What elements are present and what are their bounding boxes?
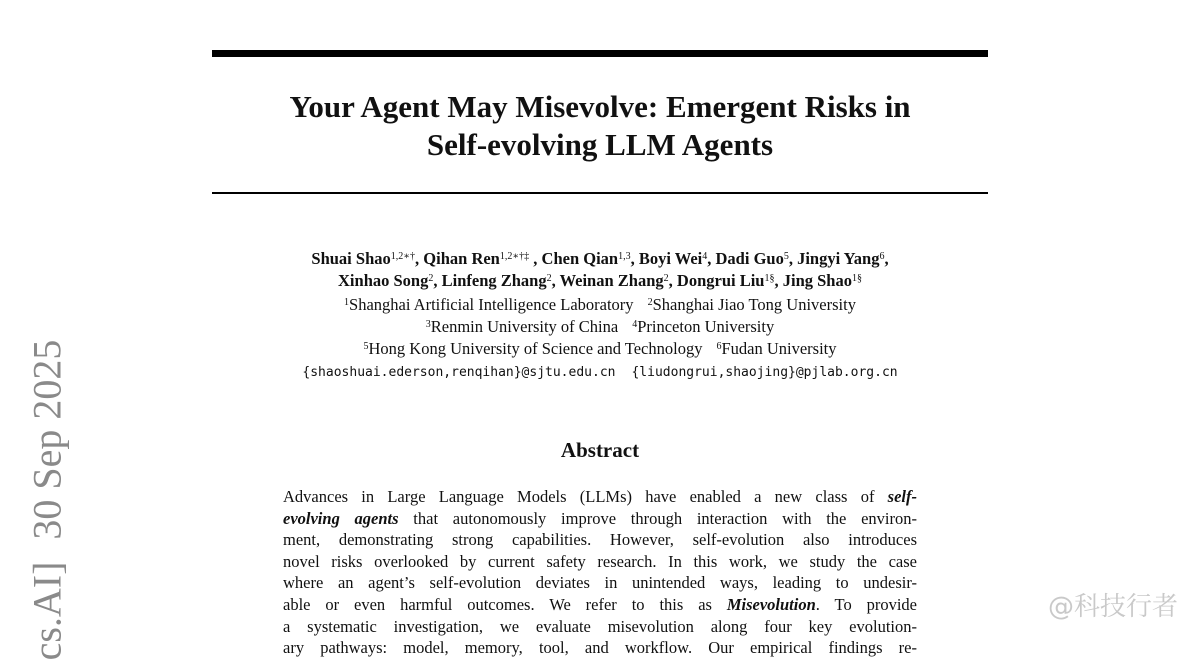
author-line-2 <box>212 270 988 292</box>
affiliation-line-3 <box>212 338 988 360</box>
abstract-text: able or even harmful outcomes. We refer to this as <box>283 594 727 614</box>
abstract-line <box>283 572 917 594</box>
author-name: Weinan Zhang <box>559 271 664 290</box>
author-affil-mark: 1,3 <box>618 251 631 262</box>
author-name: Jing Shao <box>782 271 852 290</box>
abstract-emphasis: evolving agents <box>283 508 399 528</box>
arxiv-category: cs.AI] <box>24 561 70 660</box>
abstract-emphasis: Misevolution <box>726 594 816 614</box>
affiliation-mark: 2 <box>647 297 653 308</box>
author-separator: , <box>529 249 542 268</box>
author-affil-mark: 1,2∗†‡ <box>499 251 530 262</box>
author-separator: , <box>415 249 424 268</box>
email-sjtu: {shaoshuai.ederson,renqihan}@sjtu.edu.cn <box>302 365 616 380</box>
title-top-rule <box>212 50 988 57</box>
author-list <box>212 248 988 292</box>
author-separator: , <box>884 249 889 268</box>
abstract-line <box>283 486 917 508</box>
author-separator: , <box>774 271 783 290</box>
author-separator: , <box>433 271 442 290</box>
author-name: Qihan Ren <box>423 249 500 268</box>
author-name: Dadi Guo <box>715 249 784 268</box>
author-name: Shuai Shao <box>311 249 391 268</box>
author-affil-mark: 4 <box>702 251 708 262</box>
title-bottom-rule <box>212 192 988 194</box>
arxiv-date: 30 Sep 2025 <box>24 339 70 540</box>
author-name: Linfeng Zhang <box>441 271 547 290</box>
author-name: Boyi Wei <box>638 249 703 268</box>
abstract-text: novel risks overlooked by current safety research. In this work, we study the case <box>283 551 917 571</box>
email-pjlab: {liudongrui,shaojing}@pjlab.org.cn <box>631 365 898 380</box>
author-separator: , <box>630 249 639 268</box>
author-affil-mark: 6 <box>879 251 885 262</box>
author-affil-mark: 1§ <box>764 273 775 284</box>
affiliation-name: Hong Kong University of Science and Technology <box>368 339 703 358</box>
affiliation-mark: 3 <box>425 319 431 330</box>
source-watermark <box>1048 586 1178 623</box>
affiliation-name: Renmin University of China <box>430 317 619 336</box>
abstract-text: Advances in Large Language Models (LLMs) have enabled a new class of <box>283 487 888 506</box>
author-separator: , <box>668 271 677 290</box>
affiliation-name: Shanghai Jiao Tong University <box>652 295 856 314</box>
abstract-line <box>283 594 917 616</box>
affiliation-list <box>212 294 988 360</box>
abstract-body <box>283 486 917 659</box>
author-affil-mark: 1,2∗† <box>390 251 416 262</box>
title-line-2: Self-evolving LLM Agents <box>426 127 774 162</box>
author-name: Jingyi Yang <box>797 249 880 268</box>
affiliation-name: Shanghai Artificial Intelligence Laboratory <box>349 295 634 314</box>
author-name: Chen Qian <box>541 249 619 268</box>
abstract-line <box>283 508 917 530</box>
abstract-line <box>283 551 917 573</box>
affiliation-mark: 1 <box>344 297 350 308</box>
affiliation-mark: 4 <box>632 319 638 330</box>
watermark-text: @科技行者 <box>1047 592 1178 622</box>
abstract-text: ment, demonstrating strong capabilities. However, self-evolution also introduces <box>283 530 917 550</box>
author-affil-mark: 2 <box>663 273 669 284</box>
affiliation-line-2 <box>212 316 988 338</box>
abstract-text: ary pathways: model, memory, tool, and workflow. Our empirical findings re- <box>283 638 917 658</box>
arxiv-side-stamp <box>24 340 71 660</box>
author-name: Dongrui Liu <box>676 271 765 290</box>
abstract-emphasis: self- <box>887 487 917 506</box>
abstract-line <box>283 616 917 638</box>
title-line-1: Your Agent May Misevolve: Emergent Risks in <box>289 89 911 124</box>
author-affil-mark: 2 <box>546 273 552 284</box>
author-affil-mark: 5 <box>783 251 789 262</box>
affiliation-name: Princeton University <box>637 317 775 336</box>
affiliation-mark: 6 <box>716 341 722 352</box>
author-separator: , <box>788 249 798 268</box>
author-emails <box>212 364 988 382</box>
abstract-text: where an agent’s self-evolution deviates in unintended ways, leading to undesir- <box>283 573 917 593</box>
author-name: Xinhao Song <box>338 271 429 290</box>
author-affil-mark: 1§ <box>851 273 862 284</box>
affiliation-mark: 5 <box>363 341 369 352</box>
abstract-text: . To provide <box>815 594 917 614</box>
author-affil-mark: 2 <box>428 273 434 284</box>
author-line-1 <box>212 248 988 270</box>
paper-title <box>212 88 988 164</box>
abstract-heading: Abstract <box>560 438 640 462</box>
abstract-line <box>283 529 917 551</box>
affiliation-name: Fudan University <box>721 339 837 358</box>
abstract-text: a systematic investigation, we evaluate misevolution along four key evolution- <box>283 616 917 636</box>
affiliation-line-1 <box>212 294 988 316</box>
author-separator: , <box>707 249 716 268</box>
author-separator: , <box>551 271 560 290</box>
abstract-text: that autonomously improve through interaction with the environ- <box>398 508 917 528</box>
